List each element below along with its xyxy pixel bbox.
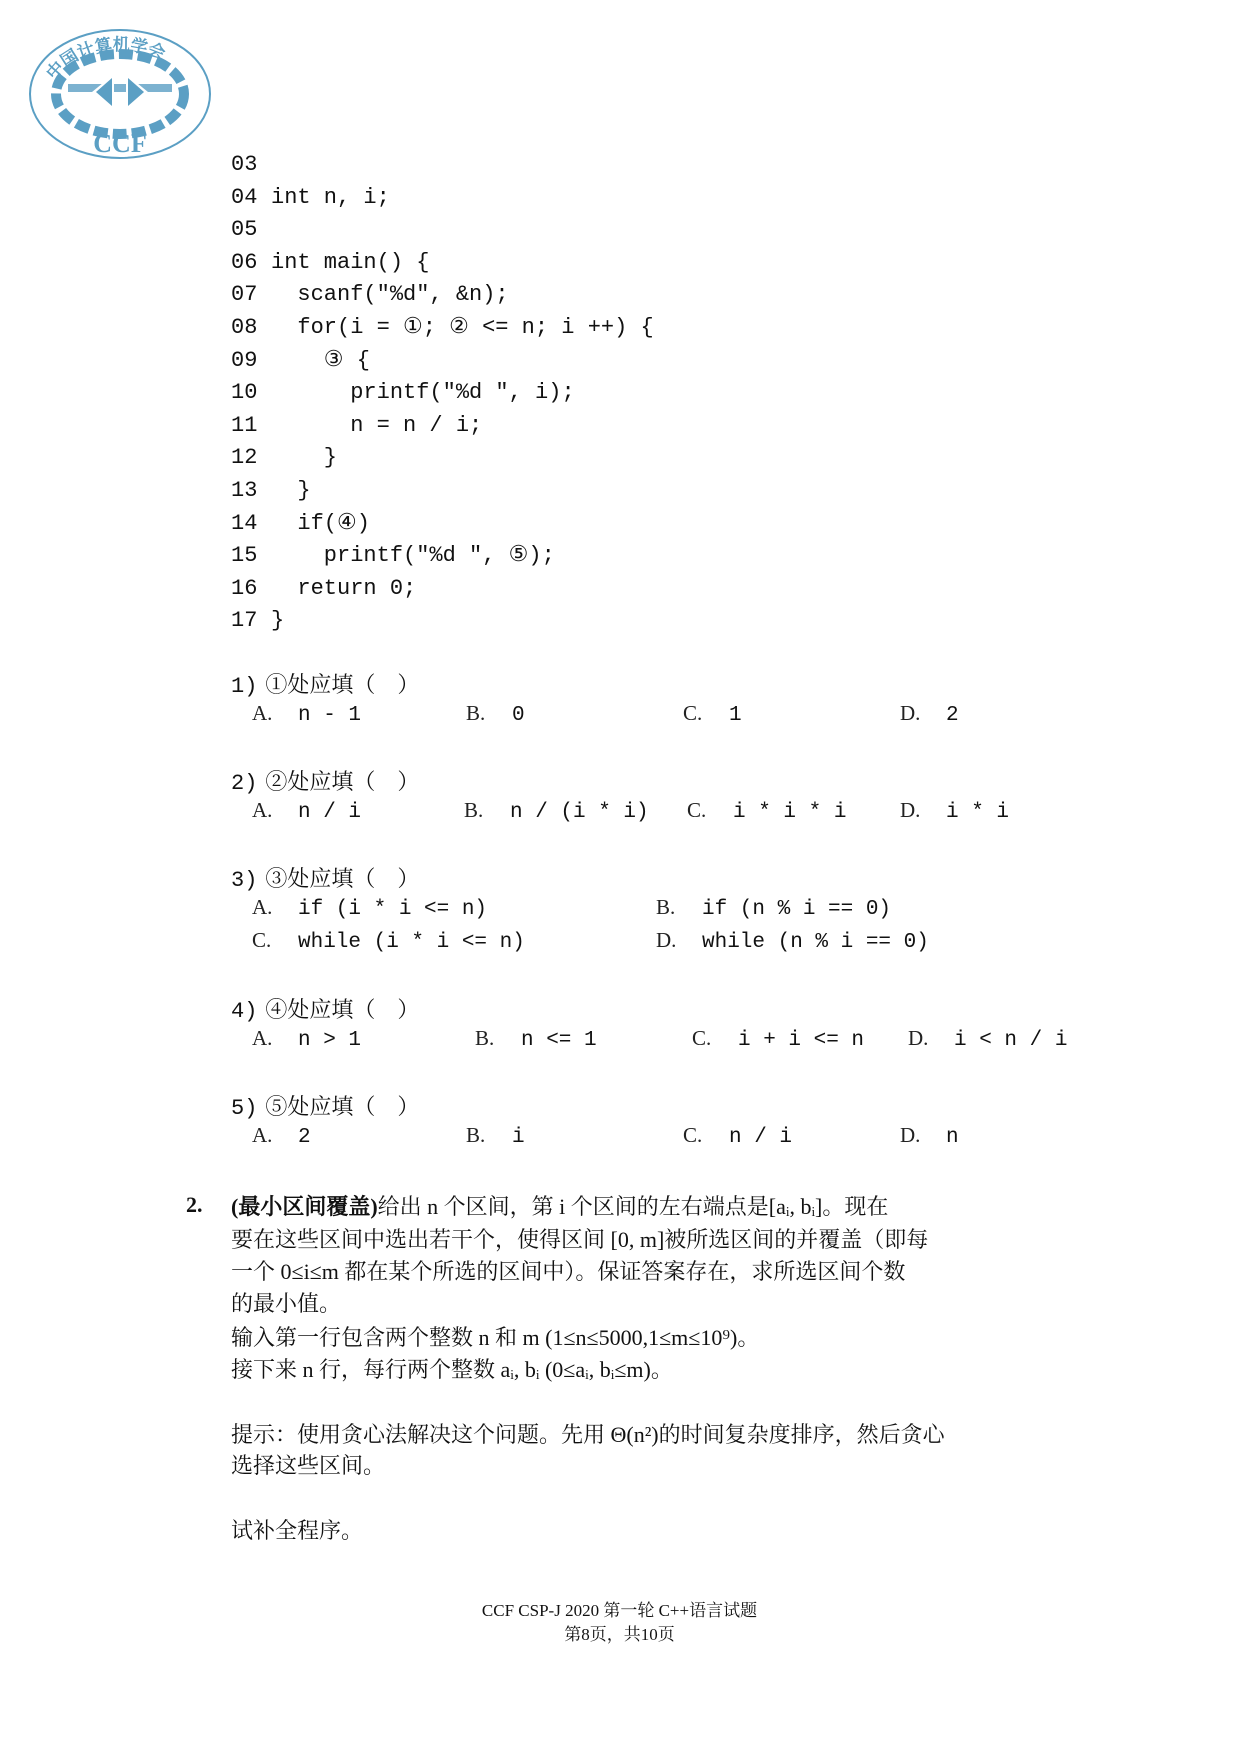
- option-label: B.: [656, 895, 676, 919]
- option-c[interactable]: [252, 928, 525, 954]
- option-text: if (i * i <= n): [298, 898, 488, 921]
- line-number: 03: [231, 152, 258, 177]
- line-number: 14: [231, 510, 258, 536]
- option-label: C.: [692, 1026, 712, 1050]
- option-text: while (n % i == 0): [702, 931, 929, 954]
- code-text: ③ {: [271, 347, 370, 373]
- option-text: if (n % i == 0): [702, 898, 892, 921]
- option-c[interactable]: [687, 798, 846, 824]
- question-title: [231, 993, 419, 1024]
- line-number: 16: [231, 575, 258, 601]
- option-text: n - 1: [298, 704, 362, 727]
- option-text: i * i: [946, 801, 1010, 824]
- line-number: 08: [231, 315, 258, 340]
- line-number: 05: [231, 217, 258, 243]
- problem-text: 选择这些区间。: [231, 1453, 386, 1478]
- line-number: 09: [231, 347, 258, 373]
- line-number: 15: [231, 543, 258, 569]
- problem-line: [231, 1353, 673, 1384]
- option-label: A.: [252, 701, 273, 725]
- option-label: D.: [900, 701, 921, 725]
- option-d[interactable]: [908, 1026, 1067, 1052]
- option-d[interactable]: [900, 798, 1009, 824]
- option-text: i * i * i: [733, 801, 847, 824]
- problem-line: [231, 1190, 888, 1221]
- question-prompt: ④处应填（ ）: [265, 997, 420, 1022]
- code-line: [231, 215, 271, 245]
- problem-title: (最小区间覆盖): [231, 1194, 378, 1219]
- question-number: 5): [231, 1096, 258, 1121]
- option-a[interactable]: [252, 1123, 311, 1149]
- option-text: i < n / i: [954, 1029, 1068, 1052]
- code-text: int n, i;: [271, 184, 390, 210]
- logo-top-text: 中国计算机学会: [42, 35, 168, 83]
- problem-text: 接下来 n 行，每行两个整数 aᵢ, bᵢ (0≤aᵢ, bᵢ≤m)。: [231, 1357, 673, 1382]
- problem-line: [231, 1514, 363, 1545]
- line-number: 10: [231, 380, 258, 406]
- code-line: [231, 476, 311, 506]
- option-b[interactable]: [656, 895, 891, 921]
- option-text: n > 1: [298, 1029, 362, 1052]
- code-line: [231, 280, 509, 310]
- option-label: C.: [683, 701, 703, 725]
- problem-line: [231, 1321, 759, 1352]
- question-prompt: ①处应填（ ）: [265, 672, 420, 697]
- option-a[interactable]: [252, 1026, 361, 1052]
- problem-text: 试补全程序。: [231, 1518, 364, 1543]
- problem-text: 提示：使用贪心法解决这个问题。先用 Θ(n²)的时间复杂度排序，然后贪心: [231, 1422, 945, 1447]
- question-title: [231, 1090, 419, 1121]
- option-label: A.: [252, 798, 273, 822]
- option-b[interactable]: [466, 701, 525, 727]
- option-a[interactable]: [252, 798, 361, 824]
- option-text: i: [512, 1126, 525, 1149]
- question-number: 3): [231, 868, 258, 893]
- problem-line: [231, 1287, 341, 1318]
- code-line: [231, 183, 390, 213]
- option-text: n: [946, 1126, 959, 1149]
- question-title: [231, 668, 419, 699]
- option-b[interactable]: [464, 798, 649, 824]
- option-label: B.: [466, 701, 486, 725]
- option-d[interactable]: [900, 701, 959, 727]
- problem-line: [231, 1418, 945, 1449]
- problem-line: [231, 1255, 905, 1286]
- option-text: 2: [298, 1126, 311, 1149]
- code-line: [231, 411, 482, 441]
- option-label: C.: [687, 798, 707, 822]
- code-text: }: [271, 478, 311, 503]
- code-line: [231, 509, 370, 539]
- question-title: [231, 862, 419, 893]
- option-label: D.: [900, 798, 921, 822]
- problem-text: 要在这些区间中选出若干个，使得区间 [0, m]被所选区间的并覆盖（即每: [231, 1227, 929, 1252]
- code-text: }: [271, 445, 338, 471]
- code-text: n = n / i;: [271, 412, 483, 438]
- footer-title: CCF CSP-J 2020 第一轮 C++语言试题: [481, 1601, 758, 1620]
- code-line: [231, 606, 284, 636]
- problem-text: 的最小值。: [231, 1291, 342, 1316]
- option-d[interactable]: [656, 928, 929, 954]
- question-prompt: ②处应填（ ）: [265, 769, 420, 794]
- option-text: i + i <= n: [738, 1029, 865, 1052]
- code-line: [231, 248, 429, 278]
- code-line: [231, 541, 555, 571]
- option-text: 2: [946, 704, 959, 727]
- option-c[interactable]: [683, 701, 742, 727]
- line-number: 13: [231, 478, 258, 503]
- code-text: for(i = ①; ② <= n; i ++) {: [271, 315, 654, 340]
- option-label: C.: [252, 928, 272, 952]
- option-c[interactable]: [683, 1123, 792, 1149]
- question-prompt: ⑤处应填（ ）: [265, 1094, 420, 1119]
- code-text: printf("%d ", i);: [271, 380, 575, 406]
- option-label: B.: [464, 798, 484, 822]
- problem-line: [231, 1223, 928, 1254]
- question-number: 4): [231, 999, 258, 1024]
- line-number: 06: [231, 249, 258, 275]
- line-number: 11: [231, 412, 258, 438]
- line-number: 12: [231, 445, 258, 471]
- option-b[interactable]: [475, 1026, 597, 1052]
- code-line: [231, 346, 370, 376]
- option-label: B.: [466, 1123, 486, 1147]
- question-title: [231, 765, 419, 796]
- option-text: 0: [512, 704, 525, 727]
- line-number: 17: [231, 608, 258, 634]
- option-text: 1: [729, 704, 742, 727]
- code-text: scanf("%d", &n);: [271, 282, 509, 308]
- problem-text: 输入第一行包含两个整数 n 和 m (1≤n≤5000,1≤m≤10⁹)。: [231, 1325, 760, 1350]
- problem-text: 一个 0≤i≤m 都在某个所选的区间中）。保证答案存在，求所选区间个数: [231, 1259, 906, 1284]
- ccf-logo: [28, 28, 212, 160]
- option-text: n / i: [298, 801, 362, 824]
- line-number: 04: [231, 184, 258, 210]
- code-line: [231, 150, 271, 180]
- problem-text: 给出 n 个区间，第 i 个区间的左右端点是[aᵢ, bᵢ]。现在: [377, 1194, 889, 1219]
- option-label: A.: [252, 1026, 273, 1050]
- option-label: B.: [475, 1026, 495, 1050]
- code-text: if(④): [271, 510, 370, 536]
- option-a[interactable]: [252, 701, 361, 727]
- option-text: n / i: [729, 1126, 793, 1149]
- option-text: while (i * i <= n): [298, 931, 525, 954]
- code-text: printf("%d ", ⑤);: [271, 543, 555, 569]
- option-label: D.: [900, 1123, 921, 1147]
- logo-ccf-text: CCF: [93, 129, 147, 158]
- code-line: [231, 313, 654, 343]
- option-label: D.: [656, 928, 677, 952]
- question-prompt: ③处应填（ ）: [265, 866, 420, 891]
- option-label: A.: [252, 1123, 273, 1147]
- option-label: C.: [683, 1123, 703, 1147]
- code-text: int main() {: [271, 249, 430, 275]
- question-number: 2): [231, 771, 258, 796]
- footer-page: 第8页，共10页: [564, 1625, 675, 1644]
- option-d[interactable]: [900, 1123, 959, 1149]
- code-line: [231, 378, 575, 408]
- code-text: }: [271, 608, 285, 634]
- problem-line: [231, 1449, 385, 1480]
- option-a[interactable]: [252, 895, 487, 921]
- option-c[interactable]: [692, 1026, 864, 1052]
- option-label: A.: [252, 895, 273, 919]
- option-text: n / (i * i): [510, 801, 649, 824]
- option-b[interactable]: [466, 1123, 525, 1149]
- code-line: [231, 574, 416, 604]
- option-text: n <= 1: [521, 1029, 597, 1052]
- code-text: return 0;: [271, 575, 417, 601]
- line-number: 07: [231, 282, 258, 308]
- code-line: [231, 443, 337, 473]
- option-label: D.: [908, 1026, 929, 1050]
- question-number: 1): [231, 674, 258, 699]
- problem-number: 2.: [186, 1192, 203, 1217]
